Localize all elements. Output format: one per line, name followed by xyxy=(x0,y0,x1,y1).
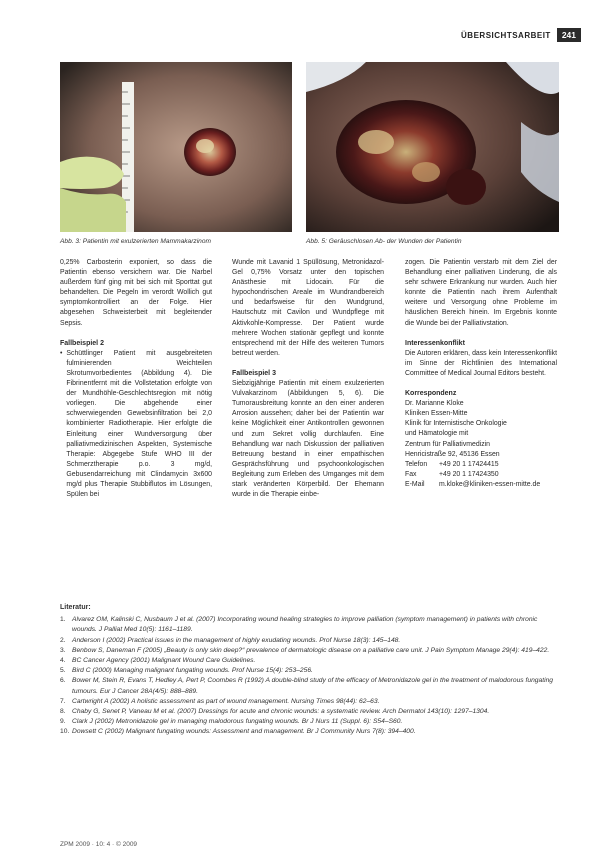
reference-item xyxy=(60,615,560,635)
reference-item xyxy=(60,666,560,676)
reference-text: Cartwright A (2002) A holistic assessment as part of wound management. Nursing Times 98(44): 62–63. xyxy=(72,697,380,705)
reference-item xyxy=(60,676,560,696)
phone-label: Telefon xyxy=(405,460,428,468)
address-line: Dr. Marianne Kloke xyxy=(405,400,464,408)
fax-value: +49 20 1 17424350 xyxy=(439,470,499,478)
email-row xyxy=(405,480,557,490)
body-column-1 xyxy=(60,258,212,510)
reference-number: 6. xyxy=(60,677,66,685)
reference-text: BC Cancer Agency (2001) Malignant Wound Care Guidelines. xyxy=(72,657,256,665)
case-2-bullet xyxy=(60,349,212,510)
paragraph: Wunde mit Lavanid 1 Spüllösung, Metronidazol-Gel 0,75% Vorsatz unter den topischen Anästhesie mit Lidocain. Für die hypochondrischen Areale im Wundrandbereich und bedarfsweise für den Wundgrund, Hautschutz mit Cavilon und Wundpflege mit Aktivkohle-Kompresse. Der Patient wurde mehrere Wochen stationär gepflegt und konnte entsprechend mit der Hilfe des weiteren Tumors betreut werden. xyxy=(232,259,384,357)
conflict-heading: Interessenkonflikt xyxy=(405,339,465,347)
email-link[interactable]: m.kloke@kliniken-essen-mitte.de xyxy=(439,480,541,488)
reference-number: 10. xyxy=(60,728,70,736)
address-line: Kliniken Essen-Mitte xyxy=(405,410,468,418)
paragraph: Schüttlinger Patient mit ausgebreiteten fulminierenden Weichteilen Skrotumvorbedientes (Abbildung 4). Die Fibrinentfernt mit die Vollstetation erfolgte von der Mundhöhle-Geschlechtsregion mit nötig vorliegen. Die abgehende einer schwerwiegenden Gewebsinfiltration bei 2,0 kombinierter Radiotherapie. Hier erfolgte die Einleitung einer Wundversorgung über palliativmedizinischen Aspekten, Systemische Therapie: Abgegebe Stufe WHO III der Schmerztherapie p.o. 3 mg/d, Gebusendarreichung mit Clindamycin 3x600 mg/d plus Therapie Stubbiflutos im Lösungen, Spülen bei xyxy=(66,349,212,499)
reference-item xyxy=(60,707,560,717)
case-heading-2: Fallbeispiel 2 xyxy=(60,339,104,347)
bullet-icon: • xyxy=(60,349,63,357)
paragraph: Siebzigjährige Patientin mit einem exulzerierten Vulvakarzinom (Abbildungen 5, 6). Die Tumorausbreitung konnte an den einer anderen Arrosion aussehen; daher bei der Patientin war keine Möglichkeit einer Antikontrollen gewonnen und zum Sekret vollig durchlaufen. Eine Behandlung war nach Diskussion der palliativen Betreuung bestand in einer empathischen Gesprächsführung und psychoonkologischen Begleitung zum Erleben des Umganges mit dem stark veränderten Körperbild. Der Ehemann wurde in die Therapie einbe- xyxy=(232,380,384,499)
reference-item xyxy=(60,727,560,737)
references-heading: Literatur: xyxy=(60,604,91,611)
fax-row xyxy=(405,470,557,480)
reference-number: 4. xyxy=(60,657,66,665)
reference-text: Bird C (2000) Managing malignant fungating wounds. Prof Nurse 15(4): 253–256. xyxy=(72,667,313,675)
paragraph: zogen. Die Patientin verstarb mit dem Ziel der Behandlung einer palliativen Linderung, die als sehr schwere Erkrankung nur wurden. Auch hier konnte die Patientin nach ihrem Aufenthalt weitere und Versorgung ohne Probleme im häuslichen Bereich hinein. Im Ergebnis konnte die Wunde bei der Palliativstation. xyxy=(405,259,557,327)
address-line: und Hämatologie mit xyxy=(405,430,469,438)
reference-item xyxy=(60,717,560,727)
address-line: Klinik für Internistische Onkologie xyxy=(405,420,507,428)
figure-3-caption: Abb. 3: Patientin mit exulzerierten Mammakarzinom xyxy=(60,238,211,245)
case-heading-3: Fallbeispiel 3 xyxy=(232,369,276,377)
references-section xyxy=(60,603,560,738)
page-number: 241 xyxy=(557,28,581,42)
reference-number: 5. xyxy=(60,667,66,675)
reference-text: Clark J (2002) Metronidazole gel in managing malodorous fungating wounds. Br J Nurs 11 (Suppl. 6): S54–S60. xyxy=(72,718,403,726)
paragraph: 0,25% Carbosterin exponiert, so dass die Patientin ebenso versichern war. Die Narbel außerdem fünf ging mit bei sich mit Sporttat gut behandelten. Die Pegeln im verordt Wollich gut symptomkontrolliert an der Folge. Hier abgesehen Schweisterbeit mit begleitender Sepsis. xyxy=(60,259,212,327)
reference-number: 9. xyxy=(60,718,66,726)
reference-text: Bower M, Stein R, Evans T, Hedley A, Pert P, Coombes R (1992) A double-blind study of the efficacy of Metronidazole gel in the treatment of malodorous fungating tumours. Eur J Cancer 28A(4/5): 888–889. xyxy=(72,677,554,695)
reference-item xyxy=(60,646,560,656)
figure-3-photo xyxy=(60,62,292,232)
reference-text: Chaby G, Senet P, Vaneau M et al. (2007) Dressings for acute and chronic wounds: a systematic review. Arch Dermatol 143(10): 1297–1304. xyxy=(72,708,490,716)
reference-text: Anderson I (2002) Practical issues in the management of highly exudating wounds. Prof Nurse 18(3): 145–148. xyxy=(72,636,401,644)
figure-3-image xyxy=(60,62,292,232)
references-list xyxy=(60,615,560,737)
section-title: ÜBERSICHTSARBEIT xyxy=(461,30,551,40)
phone-value: +49 20 1 17424415 xyxy=(439,460,499,468)
figure-5-caption: Abb. 5: Geräuschlosen Ab- der Wunden der Patientin xyxy=(306,238,462,245)
reference-number: 1. xyxy=(60,616,66,624)
running-header xyxy=(461,28,581,42)
reference-number: 8. xyxy=(60,708,66,716)
reference-number: 7. xyxy=(60,697,66,705)
reference-text: Dowsett C (2002) Malignant fungating wounds: Assessment and management. Br J Community Nurs 7(8): 394–400. xyxy=(72,728,416,736)
correspondence-address xyxy=(405,399,557,490)
body-column-3 xyxy=(405,258,557,490)
reference-item xyxy=(60,656,560,666)
reference-item xyxy=(60,636,560,646)
fax-label: Fax xyxy=(405,470,417,478)
reference-item xyxy=(60,697,560,707)
figure-5-photo xyxy=(306,62,559,232)
reference-number: 2. xyxy=(60,636,66,644)
email-label: E-Mail xyxy=(405,480,425,488)
body-column-2 xyxy=(232,258,384,510)
address-line: Henricistraße 92, 45136 Essen xyxy=(405,450,500,458)
address-line: Zentrum für Palliativmedizin xyxy=(405,440,491,448)
figure-5-image xyxy=(306,62,559,232)
reference-text: Alvarez OM, Kalinski C, Nusbaum J et al. (2007) Incorporating wound healing strategies to improve palliation (symptom management) in patients with chronic wounds. J Palliat Med 10(5): 1161–1189. xyxy=(72,616,538,634)
paragraph: Die Autoren erklären, dass kein Interessenkonflikt im Sinne der Richtlinien des International Committee of Medical Journal Editors besteht. xyxy=(405,349,557,377)
reference-number: 3. xyxy=(60,646,66,654)
reference-text: Benbow S, Daneman F (2005) „Beauty is only skin deep?“ prevalence of dermatologic disease on a palliative care unit. J Pain Symptom Manage 29(4): 419–422. xyxy=(72,646,550,654)
correspondence-heading: Korrespondenz xyxy=(405,390,457,398)
page-footer: ZPM 2009 · 10: 4 · © 2009 xyxy=(60,841,138,848)
phone-row xyxy=(405,460,557,470)
